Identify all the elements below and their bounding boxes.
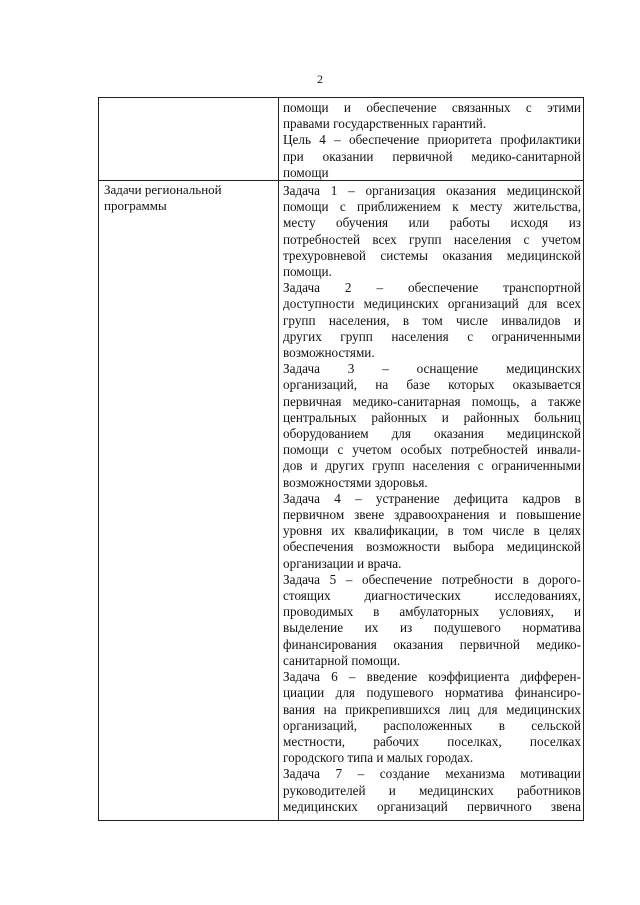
text-line: возможностями. bbox=[283, 345, 375, 361]
text-line: первичная медико-санитарная помощь, а также bbox=[283, 393, 581, 409]
task-1-text bbox=[283, 183, 581, 280]
column-divider bbox=[278, 98, 279, 820]
row2-right-cell bbox=[283, 183, 581, 815]
text-line: проводимых в амбулаторных условиях, и bbox=[283, 604, 581, 620]
task-6-text bbox=[283, 669, 581, 766]
text-line: возможностями здоровья. bbox=[283, 474, 428, 490]
text-line: финансирования оказания первичной медико- bbox=[283, 636, 581, 652]
text-line: помощи и обеспечение связанных с этими bbox=[283, 100, 581, 115]
task-7-text bbox=[283, 766, 581, 814]
text-line: центральных районных и районных больниц bbox=[283, 409, 581, 425]
text-line: Задача 1 – организация оказания медицинской bbox=[283, 183, 581, 198]
page-number: 2 bbox=[317, 72, 323, 86]
text-line: вания на прикрепившихся лиц для медицинских bbox=[283, 701, 581, 717]
task-4-text bbox=[283, 491, 581, 572]
text-line: месту обучения или работы исходя из bbox=[283, 215, 581, 231]
text-line: стоящих диагностических исследованиях, bbox=[283, 588, 581, 604]
section-label-line: Задачи региональной bbox=[104, 182, 222, 197]
text-line: трехуровневой системы оказания медицинской bbox=[283, 247, 581, 263]
text-line: уровня их квалификации, в том числе в целях bbox=[283, 523, 581, 539]
goal-4-text bbox=[283, 132, 581, 181]
text-line: организаций, расположенных в сельской bbox=[283, 717, 581, 733]
text-line: Задача 6 – введение коэффициента дифферен- bbox=[283, 669, 581, 685]
text-line: при оказании первичной медико-санитарной bbox=[283, 148, 581, 164]
task-2-text bbox=[283, 280, 581, 361]
document-table bbox=[98, 97, 584, 821]
text-line: других групп населения с ограниченными bbox=[283, 328, 581, 344]
text-line: помощи с учетом особых потребностей инвали- bbox=[283, 442, 581, 458]
text-line: циации для подушевого норматива финансиро- bbox=[283, 685, 581, 701]
text-line: Задача 7 – создание механизма мотивации bbox=[283, 766, 581, 782]
row1-right-cell bbox=[283, 100, 581, 181]
text-line: местности, рабочих поселках, поселках bbox=[283, 733, 581, 749]
row2-left-cell bbox=[104, 182, 274, 214]
text-line: потребностей всех групп населения с учетом bbox=[283, 231, 581, 247]
text-line: оборудованием для оказания медицинской bbox=[283, 426, 581, 442]
text-line: Задача 2 – обеспечение транспортной bbox=[283, 280, 581, 296]
text-line: доступности медицинских организаций для всех bbox=[283, 296, 581, 312]
text-line: помощи с приближением к месту жительства, bbox=[283, 199, 581, 215]
text-line: медицинских организаций первичного звена bbox=[283, 798, 581, 814]
text-line: санитарной помощи. bbox=[283, 652, 401, 668]
text-line: обеспечения возможности выбора медицинской bbox=[283, 539, 581, 555]
goal-continuation-text bbox=[283, 100, 581, 132]
text-line: дов и других групп населения с ограниченными bbox=[283, 458, 581, 474]
text-line: Задача 5 – обеспечение потребности в дорого- bbox=[283, 571, 581, 587]
text-line: городского типа и малых городах. bbox=[283, 750, 474, 766]
text-line: групп населения, в том числе инвалидов и bbox=[283, 312, 581, 328]
section-label-line: программы bbox=[104, 198, 167, 213]
text-line: первичном звене здравоохранения и повышение bbox=[283, 507, 581, 523]
task-5-text bbox=[283, 572, 581, 669]
text-line: выделение их из подушевого норматива bbox=[283, 620, 581, 636]
text-line: организации и врача. bbox=[283, 555, 402, 571]
text-line: Задача 3 – оснащение медицинских bbox=[283, 361, 581, 377]
task-3-text bbox=[283, 361, 581, 491]
text-line: руководителей и медицинских работников bbox=[283, 782, 581, 798]
text-line: помощи bbox=[283, 164, 329, 180]
text-line: Цель 4 – обеспечение приоритета профилактики bbox=[283, 132, 581, 148]
text-line: организаций, на базе которых оказывается bbox=[283, 377, 581, 393]
text-line: Задача 4 – устранение дефицита кадров в bbox=[283, 490, 581, 506]
text-line: помощи. bbox=[283, 264, 332, 280]
text-line: правами государственных гарантий. bbox=[283, 116, 487, 132]
